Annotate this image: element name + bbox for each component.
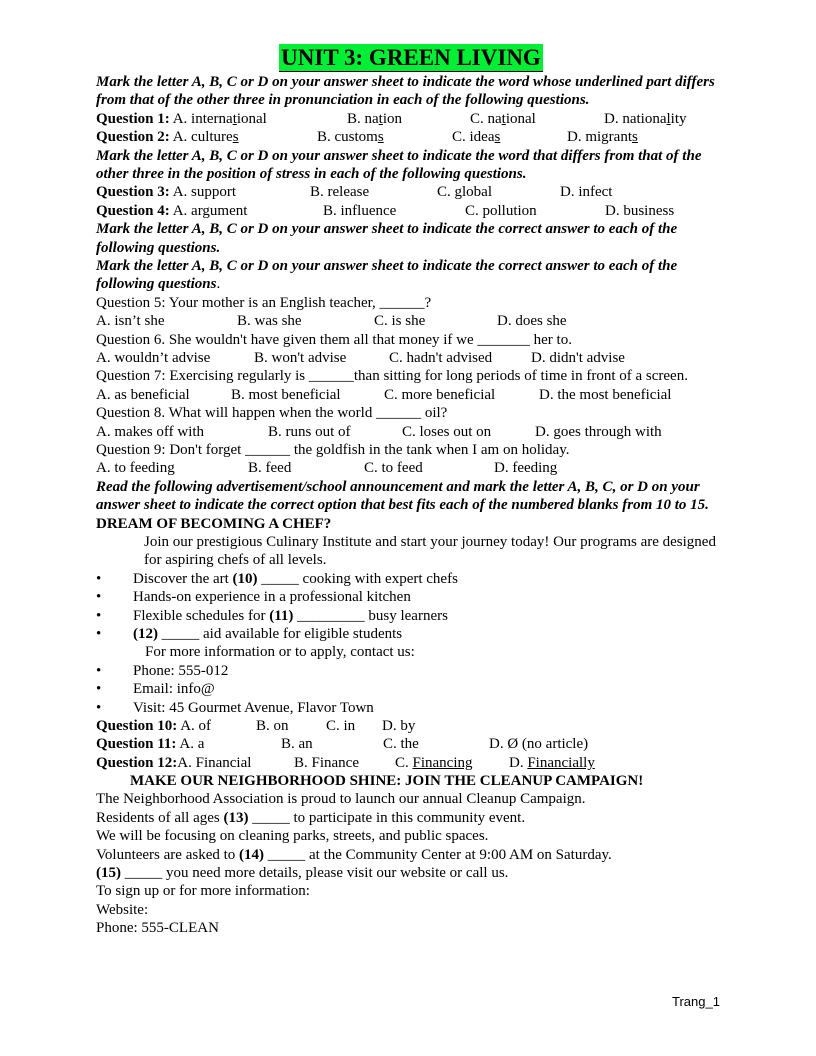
announcement-heading: MAKE OUR NEIGHBORHOOD SHINE: JOIN THE CLEANUP CAMPAIGN! xyxy=(130,773,644,790)
question-3: Question 3: A. support B. release C. global D. infect xyxy=(96,184,613,201)
option-c: C. the xyxy=(383,736,419,753)
instruction-reading: Read the following advertisement/school announcement and mark the letter A, B, C, or D on your answer sheet to indicate the correct option that best fits each of the numbered blanks from 10 to 15. xyxy=(96,478,709,514)
option-a: A. argument xyxy=(172,202,248,219)
announcement-line: We will be focusing on cleaning parks, streets, and public spaces. xyxy=(96,828,489,845)
announcement-line: Phone: 555-CLEAN xyxy=(96,920,219,937)
question-7-options xyxy=(96,386,726,404)
question-9-options xyxy=(96,459,726,477)
instruction-pronunciation: Mark the letter A, B, C or D on your answer sheet to indicate the word whose underlined part differs from that of the other three in pronunciation in each of the following questions. xyxy=(96,74,715,109)
list-item: • Phone: 555-012 xyxy=(96,662,229,679)
option-a: A. isn’t she xyxy=(96,313,165,330)
bullet-icon: • xyxy=(96,681,102,698)
option-c: C. pollution xyxy=(465,202,537,219)
option-b: B. release xyxy=(310,184,370,201)
option-b: B. runs out of xyxy=(268,423,351,440)
announcement-line: (15) _____ you need more details, please visit our website or call us. xyxy=(96,865,509,882)
list-item: • Hands-on experience in a professional kitchen xyxy=(96,589,411,606)
option-d: D. business xyxy=(605,202,675,219)
option-a: A. wouldn’t advise xyxy=(96,349,211,366)
option-b: B. feed xyxy=(248,460,292,477)
bullet-icon: • xyxy=(96,589,102,606)
option-d: D. feeding xyxy=(494,460,558,477)
option-a: A. a xyxy=(179,736,205,753)
question-9-stem: Question 9: Don't forget ______ the goldfish in the tank when I am on holiday. xyxy=(96,441,570,458)
question-4: Question 4: A. argument B. influence C. pollution D. business xyxy=(96,202,675,219)
option-a: A. of xyxy=(180,717,212,734)
page-number: Trang_1 xyxy=(672,994,720,1009)
option-a: A. makes off with xyxy=(96,423,205,440)
bullet-icon: • xyxy=(96,625,102,642)
bullet-icon: • xyxy=(96,699,102,716)
option-c: C. is she xyxy=(374,313,426,330)
option-b: B. won't advise xyxy=(254,349,347,366)
option-a: A. to feeding xyxy=(96,460,175,477)
option-b: B. an xyxy=(281,736,313,753)
option-b: B. influence xyxy=(323,202,397,219)
bullet-icon: • xyxy=(96,662,102,679)
list-item: • Discover the art (10) _____ cooking with expert chefs xyxy=(96,570,458,587)
option-a: A. international xyxy=(172,110,267,127)
option-d: D. by xyxy=(382,717,416,734)
list-item: • Visit: 45 Gourmet Avenue, Flavor Town xyxy=(96,699,374,716)
option-b: B. Finance xyxy=(294,754,359,771)
option-d: D. Ø (no article) xyxy=(489,736,589,753)
question-10: Question 10: A. of B. on C. in D. by xyxy=(96,717,416,734)
advertisement-heading: DREAM OF BECOMING A CHEF? xyxy=(96,515,332,532)
option-a: A. as beneficial xyxy=(96,386,190,403)
option-d: D. didn't advise xyxy=(531,349,625,366)
option-d: D. does she xyxy=(497,313,567,330)
question-2 xyxy=(96,128,726,146)
announcement-line: Residents of all ages (13) _____ to participate in this community event. xyxy=(96,809,526,826)
option-c: C. hadn't advised xyxy=(389,349,493,366)
question-11: Question 11: A. a B. an C. the D. Ø (no article) xyxy=(96,736,589,753)
question-1 xyxy=(96,110,726,128)
option-b: B. nation xyxy=(347,110,403,127)
option-d: D. the most beneficial xyxy=(539,386,672,403)
advertisement-intro: Join our prestigious Culinary Institute and start your journey today! Our programs are designed for aspiring chefs of all levels. xyxy=(144,533,716,569)
announcement-line: Volunteers are asked to (14) _____ at the Community Center at 9:00 AM on Saturday. xyxy=(96,846,612,863)
list-item: • Email: info@ xyxy=(96,681,215,698)
announcement-line: Website: xyxy=(96,901,149,918)
option-d: D. goes through with xyxy=(535,423,662,440)
list-item: • (12) _____ aid available for eligible students xyxy=(96,625,403,642)
page-title: UNIT 3: GREEN LIVING xyxy=(281,45,541,70)
option-c: C. in xyxy=(326,717,356,734)
option-d: D. nationality xyxy=(604,110,687,127)
question-8-options xyxy=(96,423,726,441)
question-12: Question 12:A. Financial B. Finance C. Financing D. Financially xyxy=(96,754,595,771)
worksheet xyxy=(96,44,726,938)
option-c: C. national xyxy=(470,110,536,127)
option-b: B. most beneficial xyxy=(231,386,341,403)
option-c: C. to feed xyxy=(364,460,423,477)
option-c: C. loses out on xyxy=(402,423,492,440)
option-b: B. customs xyxy=(317,129,384,146)
option-c: C. Financing xyxy=(395,754,473,771)
option-a: A. support xyxy=(172,184,237,201)
announcement-line: The Neighborhood Association is proud to launch our annual Cleanup Campaign. xyxy=(96,791,586,808)
question-5-options xyxy=(96,312,726,330)
instruction-correct-1: Mark the letter A, B, C or D on your answer sheet to indicate the correct answer to each of the following questions. xyxy=(96,221,678,256)
advertisement-contact: For more information or to apply, contact us: xyxy=(145,644,415,661)
question-7-stem: Question 7: Exercising regularly is ______than sitting for long periods of time in front of a screen. xyxy=(96,368,688,385)
option-d: D. infect xyxy=(560,184,613,201)
question-5-stem: Question 5: Your mother is an English teacher, ______? xyxy=(96,294,432,311)
option-b: B. on xyxy=(256,717,289,734)
option-c: C. ideas xyxy=(452,129,501,146)
bullet-icon: • xyxy=(96,607,102,624)
option-c: C. global xyxy=(437,184,492,201)
bullet-icon: • xyxy=(96,570,102,587)
list-item: • Flexible schedules for (11) _________ busy learners xyxy=(96,607,448,624)
option-d: D. Financially xyxy=(509,754,595,771)
question-6-stem: Question 6. She wouldn't have given them all that money if we _______ her to. xyxy=(96,331,572,348)
option-c: C. more beneficial xyxy=(384,386,496,403)
option-d: D. migrants xyxy=(567,129,638,146)
question-6-options xyxy=(96,349,726,367)
announcement-line: To sign up or for more information: xyxy=(96,883,310,900)
option-a: A. cultures xyxy=(172,129,239,146)
option-a: A. Financial xyxy=(177,754,252,771)
question-label: Question 1: xyxy=(96,110,170,127)
question-label: Question 2: xyxy=(96,129,170,146)
instruction-stress: Mark the letter A, B, C or D on your answer sheet to indicate the word that differs from that of the other three in the position of stress in each of the following questions. xyxy=(96,147,702,182)
question-8-stem: Question 8. What will happen when the world ______ oil? xyxy=(96,405,448,422)
instruction-correct-2: Mark the letter A, B, C or D on your answer sheet to indicate the correct answer to each of the following questions. xyxy=(96,258,678,293)
option-b: B. was she xyxy=(237,313,302,330)
